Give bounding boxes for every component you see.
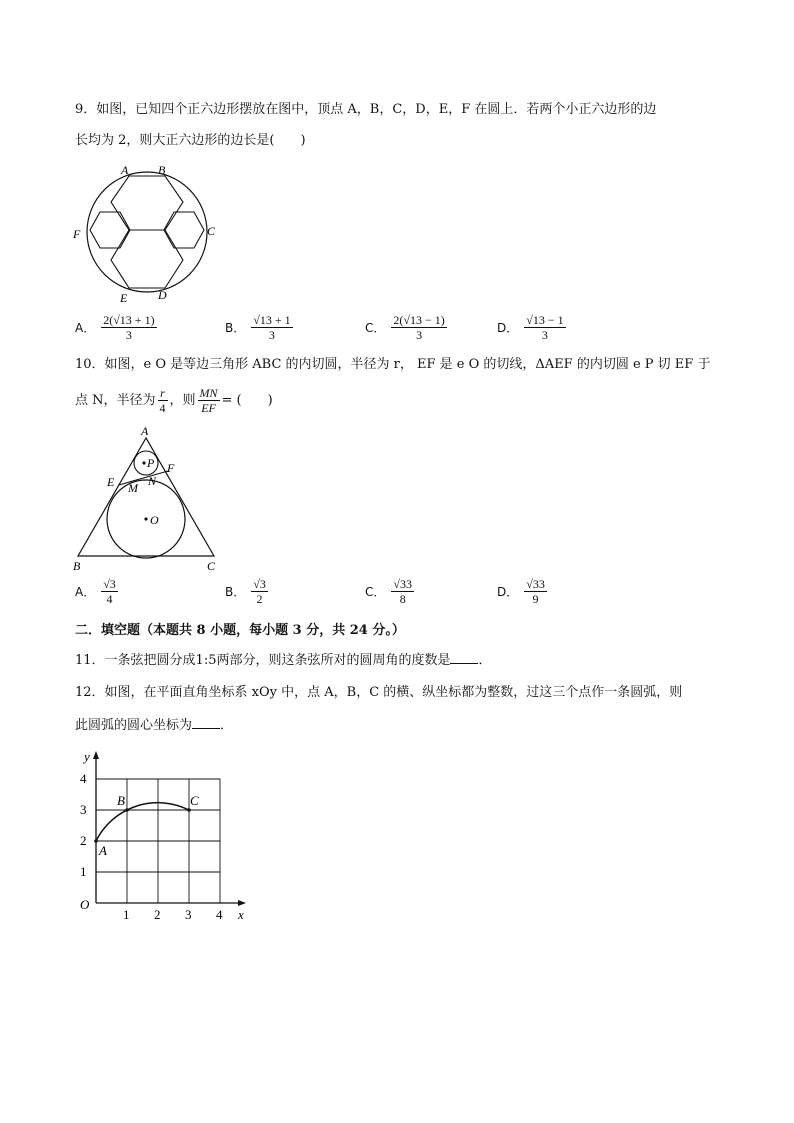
q12-coordinate-figure: [75, 748, 250, 923]
q9-label-D: D: [158, 288, 167, 302]
x-tick-label-3: 3: [185, 907, 192, 922]
point-C: [187, 808, 191, 812]
q10-label-B: B: [73, 559, 81, 572]
point-label-C: C: [190, 793, 199, 808]
q12-answer-blank[interactable]: [192, 716, 220, 729]
q9-hexagon-left: [90, 212, 130, 248]
q10-option-b[interactable]: B． $\frac{√3}{2}$: [225, 577, 266, 606]
q9-option-a[interactable]: A． $\frac{2(√13 + 1)}{3}$: [75, 313, 155, 342]
q9-hexagon-bottom: [111, 230, 183, 288]
q12-line2: 此圆弧的圆心坐标为 ．: [75, 718, 234, 733]
point-label-B: B: [117, 793, 125, 808]
point-label-A: A: [99, 843, 107, 858]
y-tick-label-2: 2: [80, 833, 87, 848]
q9-hexagon-right: [164, 212, 204, 248]
q10-label-N: N: [148, 474, 157, 488]
q9-option-c[interactable]: C． $\frac{2(√13 - 1)}{3}$: [365, 313, 445, 342]
q11-text: 11．一条弦把圆分成1:5两部分，则这条弦所对的圆周角的度数是 ．: [75, 653, 492, 668]
q10-label-C: C: [207, 559, 216, 572]
q10-label-E: E: [107, 475, 115, 489]
x-tick-label-4: 4: [216, 907, 223, 922]
circular-arc-abc: [96, 803, 189, 841]
x-tick-label-2: 2: [154, 907, 161, 922]
q10-label-A: A: [141, 424, 149, 438]
q10-label-P: P: [147, 456, 155, 470]
q9-label-F: F: [73, 227, 81, 241]
q9-option-b[interactable]: B． $\frac{√13 + 1}{3}$: [225, 313, 291, 342]
q10-label-M: M: [128, 481, 138, 495]
q9-label-E: E: [120, 291, 128, 305]
q10-line2: 点 N，半径为 $\frac{r}{4}$ ，则 $\frac{MN}{EF}$ = ( ): [75, 386, 273, 415]
section-heading: 二．填空题（本题共 8 小题，每小题 3 分，共 24 分。）: [75, 623, 405, 638]
q10-option-a[interactable]: A． $\frac{√3}{4}$: [75, 577, 116, 606]
y-axis-arrow: [93, 751, 99, 759]
point-B: [125, 808, 129, 812]
q10-point-o: [144, 517, 147, 520]
q11-answer-blank[interactable]: [450, 651, 478, 664]
q9-line2: 长均为 2，则大正六边形的边长是( ): [75, 133, 306, 148]
q10-incircle-p: [134, 451, 158, 475]
q10-line1: 10．如图，e O 是等边三角形 ABC 的内切圆，半径为 r， EF 是 e O 的切线，ΔAEF 的内切圆 e P 切 EF 于: [75, 357, 711, 372]
q10-option-d[interactable]: D． $\frac{√33}{9}$: [497, 577, 545, 606]
q10-option-c[interactable]: C． $\frac{√33}{8}$: [365, 577, 412, 606]
q10-label-O: O: [150, 513, 159, 527]
x-axis-label: x: [238, 907, 244, 922]
y-tick-label-1: 1: [80, 864, 87, 879]
y-tick-label-4: 4: [80, 771, 87, 786]
q10-label-F: F: [167, 461, 175, 475]
q9-label-C: C: [207, 224, 216, 238]
y-axis-label: y: [84, 749, 90, 764]
q9-hexagon-top: [111, 176, 183, 230]
q9-label-A: A: [121, 163, 129, 177]
q12-line1: 12．如图，在平面直角坐标系 xOy 中，点 A，B，C 的横、纵坐标都为整数，过这三个点作一条圆弧，则: [75, 685, 683, 700]
q10-figure: [70, 420, 230, 572]
q9-circle: [87, 172, 207, 292]
x-axis-arrow: [238, 900, 246, 906]
y-tick-label-3: 3: [80, 802, 87, 817]
x-tick-label-1: 1: [123, 907, 130, 922]
q9-figure: [70, 160, 230, 310]
q9-line1: 9．如图，已知四个正六边形摆放在图中，顶点 A，B，C，D，E，F 在圆上．若两个小正六边形的边: [75, 102, 657, 117]
origin-label: O: [80, 897, 90, 912]
q10-triangle-abc: [78, 438, 214, 556]
q10-point-p: [142, 461, 145, 464]
q9-label-B: B: [158, 163, 166, 177]
q9-option-d[interactable]: D． $\frac{√13 - 1}{3}$: [497, 313, 564, 342]
point-A: [94, 839, 98, 843]
